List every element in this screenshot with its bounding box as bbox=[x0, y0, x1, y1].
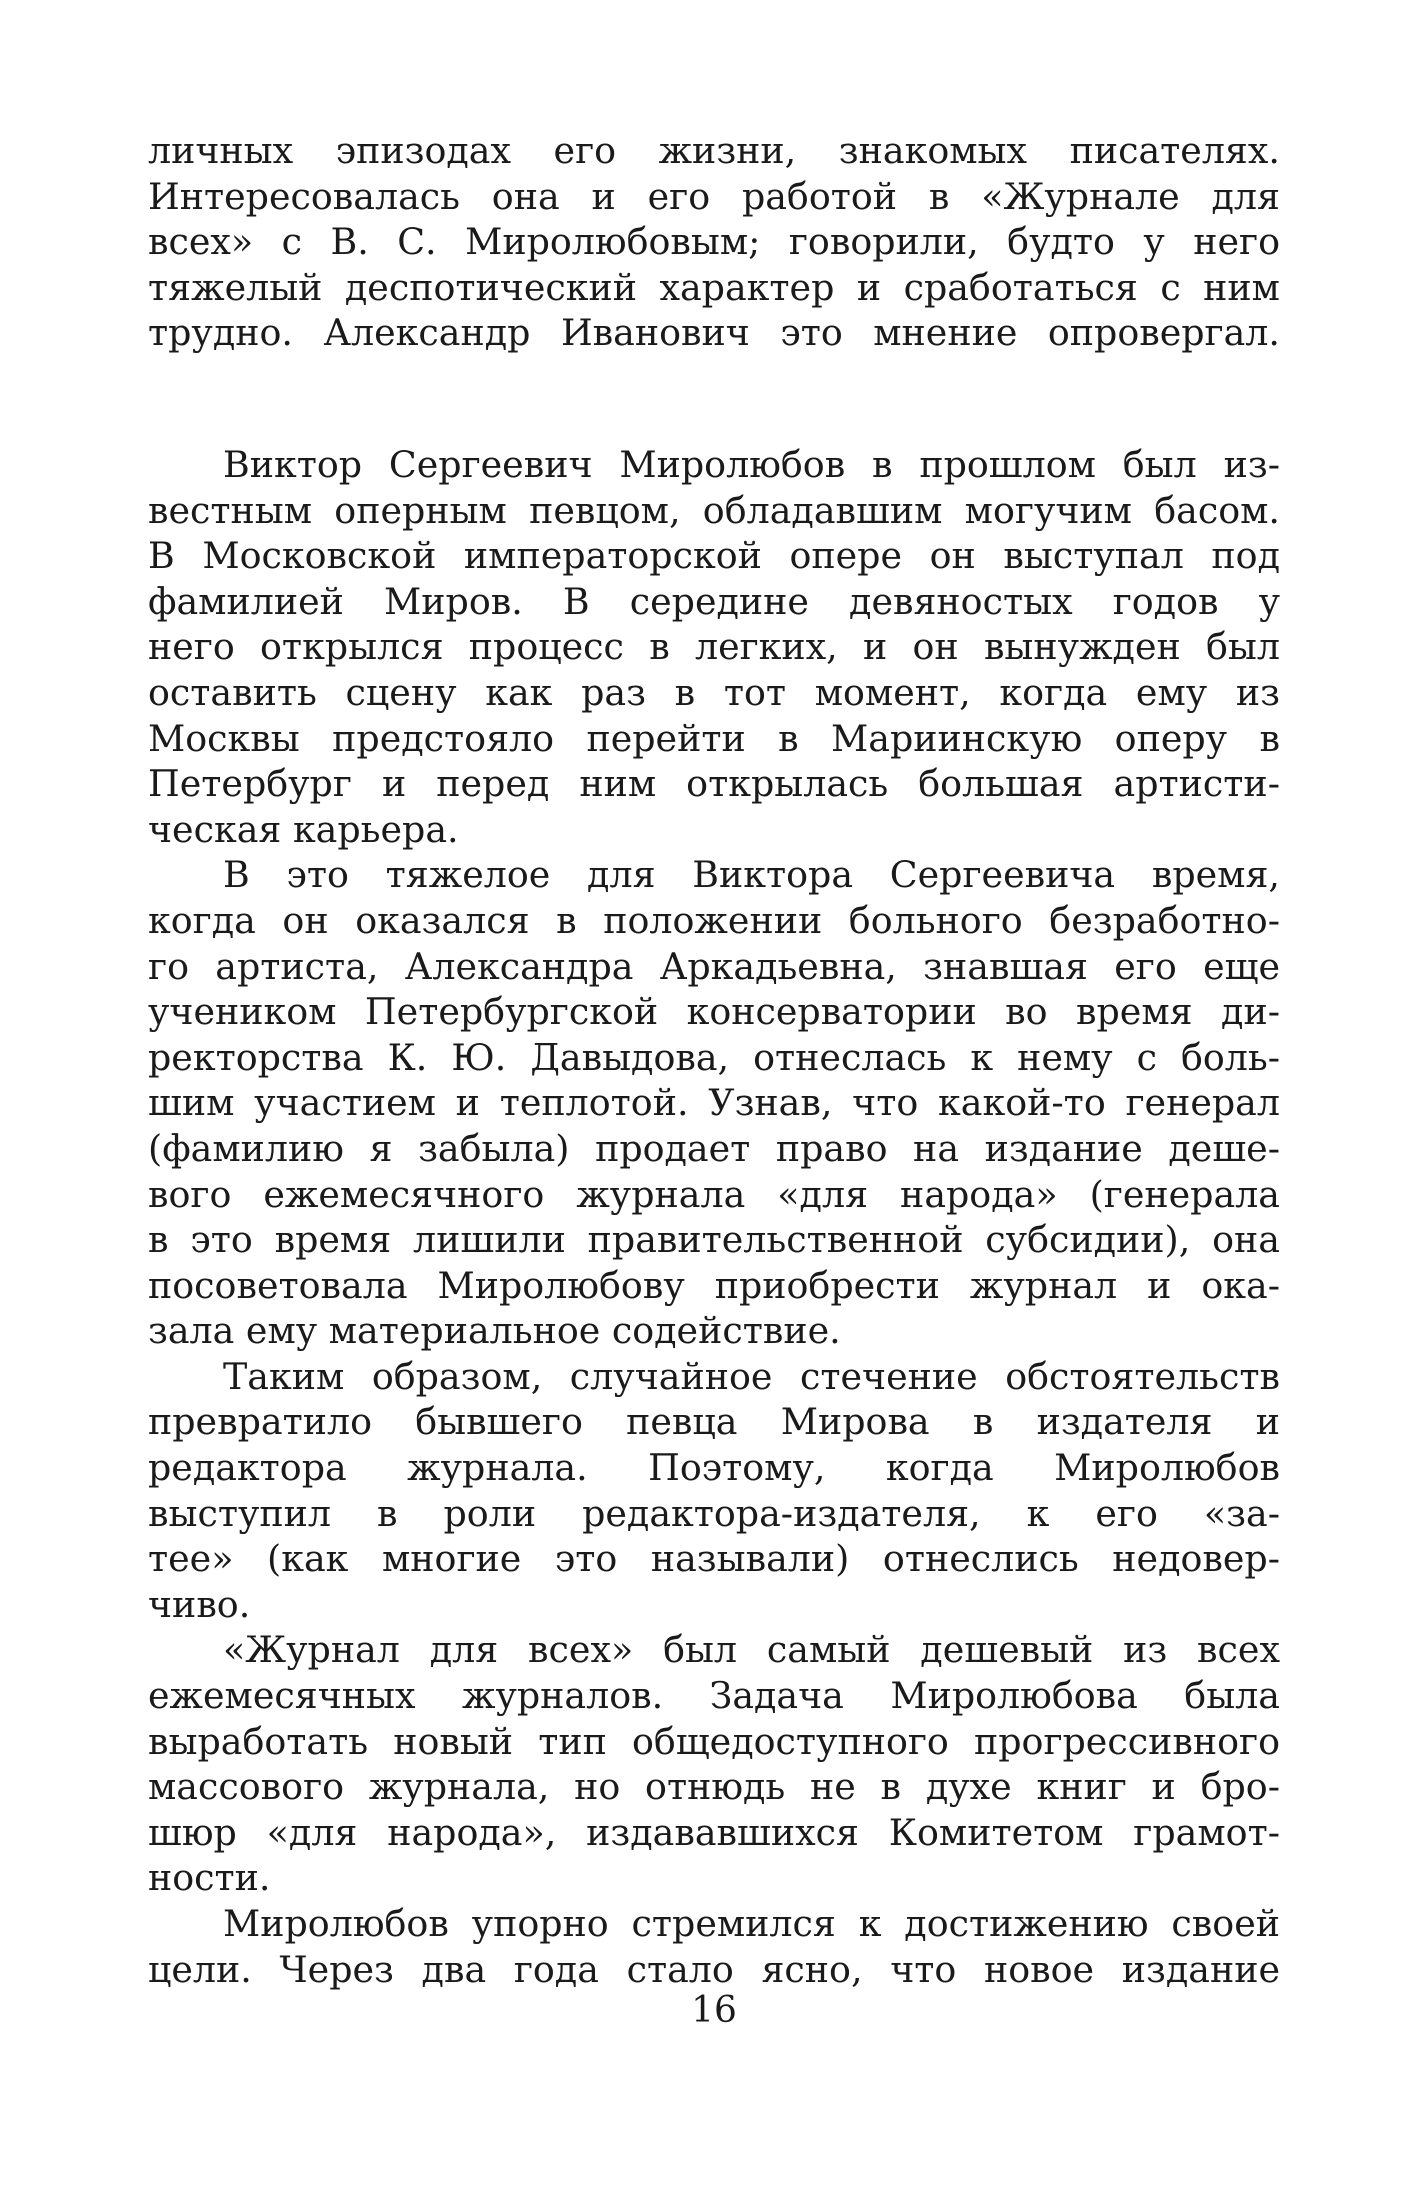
text-line: Москвы предстояло перейти в Мариинскую оперу в bbox=[148, 716, 1280, 760]
text-line: тее» (как многие это называли) отнеслись недовер- bbox=[148, 1537, 1280, 1581]
text-line: Интересовалась она и его работой в «Журнале для bbox=[148, 174, 1280, 218]
text-line: массового журнала, но отнюдь не в духе книг и бро- bbox=[148, 1765, 1280, 1809]
text-line: «Журнал для всех» был самый дешевый из всех bbox=[223, 1628, 1280, 1672]
text-line: учеником Петербургской консерватории во время ди- bbox=[148, 990, 1280, 1034]
paragraph bbox=[148, 442, 1280, 852]
text-line: когда он оказался в положении больного безработно- bbox=[148, 898, 1280, 942]
text-line: ректорства К. Ю. Давыдова, отнеслась к нему с боль- bbox=[148, 1035, 1280, 1079]
text-line: всех» с В. С. Миролюбовым; говорили, будто у него bbox=[148, 220, 1280, 264]
text-line: ческая карьера. bbox=[148, 807, 459, 851]
text-line: го артиста, Александра Аркадьевна, знавшая его еще bbox=[148, 944, 1280, 988]
text-line: трудно. Александр Иванович это мнение опровергал. bbox=[148, 311, 1280, 355]
text-line: личных эпизодах его жизни, знакомых писателях. bbox=[148, 129, 1280, 172]
paragraph bbox=[148, 1901, 1280, 1992]
text-line: чиво. bbox=[148, 1582, 251, 1626]
paragraph bbox=[148, 1354, 1280, 1628]
main-text bbox=[148, 442, 1280, 1992]
text-line: превратило бывшего певца Мирова в издателя и bbox=[148, 1400, 1280, 1444]
text-line: тяжелый деспотический характер и сработаться с ним bbox=[148, 265, 1280, 309]
text-line: зала ему материальное содействие. bbox=[148, 1309, 841, 1353]
text-line: Петербург и перед ним открылась большая артисти- bbox=[148, 762, 1280, 806]
paragraph bbox=[148, 852, 1280, 1354]
text-line: ежемесячных журналов. Задача Миролюбова была bbox=[148, 1674, 1280, 1718]
text-line: посоветовала Миролюбову приобрести журнал и ока- bbox=[148, 1263, 1280, 1307]
text-line: редактора журнала. Поэтому, когда Миролюбов bbox=[148, 1446, 1280, 1490]
text-line: оставить сцену как раз в тот момент, когда ему из bbox=[148, 670, 1280, 714]
continued-paragraph bbox=[148, 128, 1280, 356]
paragraph bbox=[148, 1627, 1280, 1901]
text-line: него открылся процесс в легких, и он вынужден был bbox=[148, 625, 1280, 669]
text-line: Миролюбов упорно стремился к достижению своей bbox=[223, 1902, 1280, 1945]
page-number: 16 bbox=[691, 1990, 737, 2031]
text-line: ности. bbox=[148, 1856, 271, 1900]
text-line: вого ежемесячного журнала «для народа» (генерала bbox=[148, 1172, 1280, 1216]
text-line: В Московской императорской опере он выступал под bbox=[148, 534, 1280, 578]
text-line: шим участием и теплотой. Узнав, что какой-то генерал bbox=[148, 1081, 1280, 1125]
text-line: в это время лишили правительственной субсидии), она bbox=[148, 1218, 1280, 1262]
text-line: вестным оперным певцом, обладавшим могучим басом. bbox=[148, 488, 1280, 532]
text-line: шюр «для народа», издававшихся Комитетом грамот- bbox=[148, 1810, 1280, 1854]
text-line: фамилией Миров. В середине девяностых годов у bbox=[148, 579, 1280, 623]
text-line: Таким образом, случайное стечение обстоятельств bbox=[223, 1354, 1280, 1398]
text-line: цели. Через два года стало ясно, что новое издание bbox=[148, 1947, 1280, 1991]
text-line: В это тяжелое для Виктора Сергеевича время, bbox=[223, 853, 1280, 897]
text-line: (фамилию я забыла) продает право на издание деше- bbox=[148, 1126, 1280, 1170]
text-line: выступил в роли редактора-издателя, к его «за- bbox=[148, 1491, 1280, 1535]
text-line: Виктор Сергеевич Миролюбов в прошлом был из- bbox=[223, 443, 1280, 486]
text-line: выработать новый тип общедоступного прогрессивного bbox=[148, 1719, 1280, 1763]
